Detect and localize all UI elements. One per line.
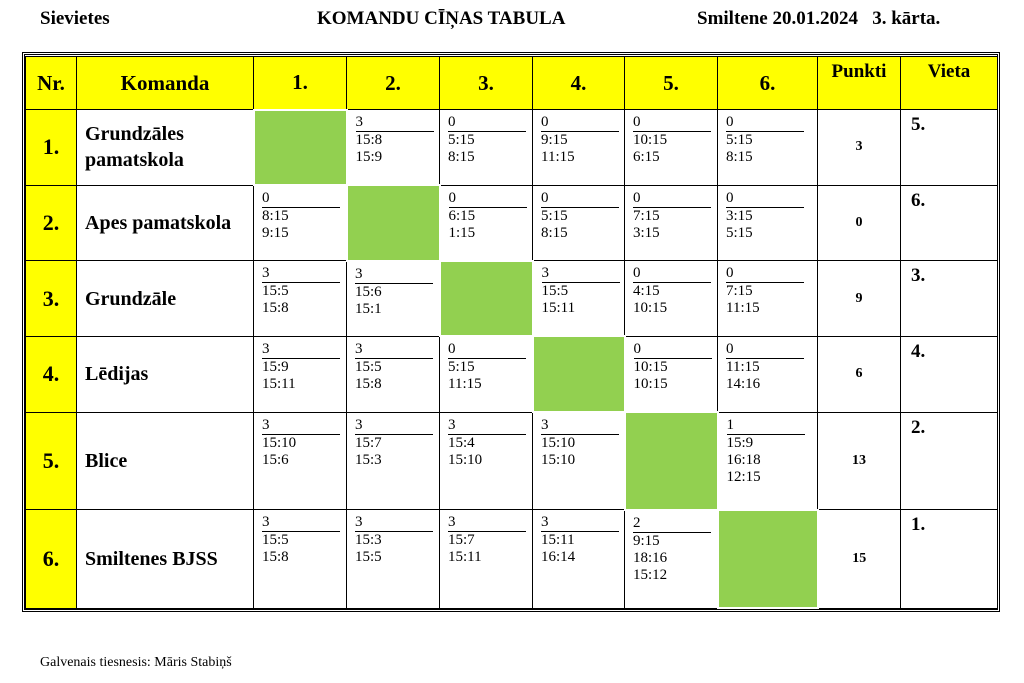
match-points: 3 [355, 514, 433, 532]
match-result-cell [440, 412, 533, 510]
set-score: 15:9 [726, 434, 754, 451]
row-number: 1. [26, 110, 77, 186]
set-score: 15:10 [541, 435, 576, 451]
team-name: Grundzāles pamatskola [77, 110, 254, 186]
self-match-cell [347, 185, 440, 261]
set-score: 14:16 [726, 375, 761, 392]
row-number: 5. [26, 412, 77, 510]
row-number: 2. [26, 185, 77, 261]
set-score: 8:15 [541, 224, 568, 241]
set-score: 15:1 [355, 300, 382, 317]
match-result-cell [718, 110, 818, 186]
page-title: KOMANDU CĪŅAS TABULA [317, 8, 566, 29]
set-score: 10:15 [633, 375, 668, 392]
set-score: 7:15 [726, 283, 753, 300]
match-points: 3 [355, 266, 433, 284]
team-name: Smiltenes BJSS [77, 510, 254, 608]
self-match-cell [440, 261, 533, 337]
match-result-cell [718, 185, 818, 261]
team-name: Blice [77, 412, 254, 510]
team-points: 9 [818, 261, 901, 337]
table-row [26, 261, 998, 337]
set-score: 16:14 [541, 549, 576, 566]
set-score: 8:15 [726, 149, 753, 165]
set-score: 15:10 [262, 434, 297, 451]
table-row [26, 336, 998, 412]
match-result-cell [347, 412, 440, 510]
set-score: 11:15 [448, 376, 482, 393]
match-points: 0 [448, 114, 526, 132]
team-points: 0 [818, 185, 901, 261]
match-points: 0 [448, 341, 526, 359]
column-header: 6. [718, 57, 818, 110]
set-score: 11:15 [541, 149, 575, 165]
column-header: Punkti [818, 57, 901, 110]
match-points: 0 [633, 265, 711, 283]
set-score: 9:15 [541, 132, 568, 148]
self-match-cell [625, 412, 718, 510]
self-match-cell [533, 336, 625, 412]
match-result-cell [533, 510, 625, 608]
team-place: 5. [901, 110, 998, 186]
match-result-cell [254, 412, 347, 510]
set-score: 9:15 [633, 532, 660, 549]
column-header: 4. [533, 57, 625, 110]
match-points: 0 [633, 114, 711, 132]
standings-table [25, 56, 998, 609]
match-result-cell [254, 185, 347, 261]
match-points: 0 [726, 114, 804, 132]
match-result-cell [440, 336, 533, 412]
set-score: 15:5 [541, 283, 569, 300]
match-result-cell [440, 185, 533, 261]
set-score: 15:3 [355, 532, 382, 549]
set-score: 15:11 [541, 300, 576, 317]
set-score: 6:15 [633, 149, 660, 165]
match-points: 3 [448, 417, 526, 435]
referee-footer: Galvenais tiesnesis: Māris Stabiņš [40, 655, 232, 670]
match-result-cell [440, 510, 533, 608]
set-score: 15:5 [262, 532, 289, 549]
set-score: 15:12 [633, 566, 668, 583]
team-points: 15 [818, 510, 901, 608]
table-row [26, 110, 998, 186]
match-points: 3 [356, 114, 434, 132]
set-score: 16:18 [726, 451, 761, 468]
place-date-round: Smiltene 20.01.2024 3. kārta. [697, 8, 941, 29]
table-row [26, 185, 998, 261]
set-score: 15:8 [262, 300, 289, 317]
match-points: 0 [541, 190, 619, 208]
set-score: 15:9 [262, 358, 289, 375]
team-place: 1. [901, 510, 998, 608]
match-result-cell [625, 261, 718, 337]
match-points: 3 [355, 417, 433, 435]
set-score: 5:15 [448, 359, 475, 376]
match-result-cell [347, 261, 440, 337]
team-points: 13 [818, 412, 901, 510]
match-points: 3 [448, 514, 526, 532]
set-score: 15:10 [541, 452, 576, 468]
match-result-cell [625, 185, 718, 261]
set-score: 15:11 [541, 532, 575, 549]
set-score: 11:15 [726, 358, 760, 375]
match-result-cell [533, 261, 625, 337]
set-score: 9:15 [262, 225, 289, 242]
team-points: 3 [818, 110, 901, 186]
match-points: 0 [449, 190, 527, 208]
set-score: 10:15 [633, 300, 668, 317]
team-place: 3. [901, 261, 998, 337]
self-match-cell [718, 510, 818, 608]
set-score: 8:15 [262, 208, 289, 225]
set-score: 15:8 [355, 132, 383, 148]
match-points: 3 [262, 265, 340, 283]
match-points: 3 [355, 341, 433, 359]
match-points: 0 [726, 341, 804, 359]
column-header: 5. [625, 57, 718, 110]
match-result-cell [254, 261, 347, 337]
match-result-cell [718, 412, 818, 510]
set-score: 10:15 [633, 132, 668, 148]
match-points: 1 [727, 417, 805, 435]
team-place: 4. [901, 336, 998, 412]
match-points: 3 [541, 514, 619, 532]
set-score: 15:3 [355, 451, 382, 468]
set-score: 1:15 [448, 224, 476, 241]
match-points: 3 [542, 265, 620, 283]
match-result-cell [347, 336, 440, 412]
column-header: 1. [254, 57, 347, 110]
set-score: 15:8 [262, 549, 289, 566]
match-points: 0 [726, 265, 804, 283]
category-label: Sievietes [40, 8, 110, 29]
match-points: 3 [262, 514, 340, 532]
row-number: 6. [26, 510, 77, 608]
set-score: 5:15 [541, 207, 568, 224]
column-header: 2. [347, 57, 440, 110]
table-row [26, 510, 998, 608]
table-row [26, 412, 998, 510]
table-header-row [26, 57, 998, 110]
team-name: Grundzāle [77, 261, 254, 337]
team-name: Apes pamatskola [77, 185, 254, 261]
set-score: 18:16 [633, 549, 668, 566]
match-points: 0 [633, 190, 711, 208]
match-result-cell [440, 110, 533, 186]
set-score: 7:15 [633, 207, 660, 224]
set-score: 11:15 [726, 300, 760, 317]
set-score: 5:15 [726, 224, 753, 241]
set-score: 15:7 [355, 434, 382, 451]
match-points: 0 [262, 190, 340, 208]
match-points: 3 [541, 417, 619, 435]
match-result-cell [347, 510, 440, 608]
set-score: 15:5 [355, 358, 382, 375]
column-header: 3. [440, 57, 533, 110]
match-result-cell [625, 336, 718, 412]
match-result-cell [625, 110, 718, 186]
match-result-cell [533, 185, 625, 261]
set-score: 15:5 [355, 549, 382, 566]
set-score: 15:8 [355, 375, 382, 392]
set-score: 12:15 [726, 468, 761, 485]
set-score: 5:15 [726, 132, 753, 148]
match-result-cell [533, 412, 625, 510]
self-match-cell [254, 110, 347, 186]
match-result-cell [718, 261, 818, 337]
set-score: 15:5 [262, 283, 289, 300]
set-score: 3:15 [726, 207, 753, 224]
set-score: 15:9 [355, 149, 383, 165]
set-score: 15:11 [448, 549, 482, 566]
row-number: 4. [26, 336, 77, 412]
set-score: 15:7 [448, 532, 475, 549]
set-score: 4:15 [633, 283, 660, 300]
row-number: 3. [26, 261, 77, 337]
match-result-cell [533, 110, 625, 186]
column-header: Komanda [77, 57, 254, 110]
match-points: 0 [634, 341, 712, 359]
team-name: Lēdijas [77, 336, 254, 412]
team-place: 2. [901, 412, 998, 510]
match-result-cell [254, 336, 347, 412]
set-score: 10:15 [633, 358, 668, 375]
match-points: 3 [262, 417, 340, 435]
set-score: 15:10 [448, 451, 483, 468]
set-score: 15:6 [262, 451, 289, 468]
match-points: 3 [262, 341, 340, 359]
match-points: 0 [726, 190, 804, 208]
match-points: 2 [633, 515, 711, 533]
team-points: 6 [818, 336, 901, 412]
set-score: 3:15 [633, 224, 660, 241]
team-place: 6. [901, 185, 998, 261]
set-score: 6:15 [448, 207, 476, 224]
set-score: 15:11 [262, 375, 296, 392]
match-result-cell [625, 510, 718, 608]
set-score: 15:6 [355, 283, 382, 300]
set-score: 15:4 [448, 434, 475, 451]
column-header: Vieta [901, 57, 998, 110]
match-result-cell [347, 110, 440, 186]
match-points: 0 [541, 114, 619, 132]
set-score: 5:15 [448, 132, 475, 148]
column-header: Nr. [26, 57, 77, 110]
set-score: 8:15 [448, 149, 475, 165]
match-result-cell [254, 510, 347, 608]
match-result-cell [718, 336, 818, 412]
